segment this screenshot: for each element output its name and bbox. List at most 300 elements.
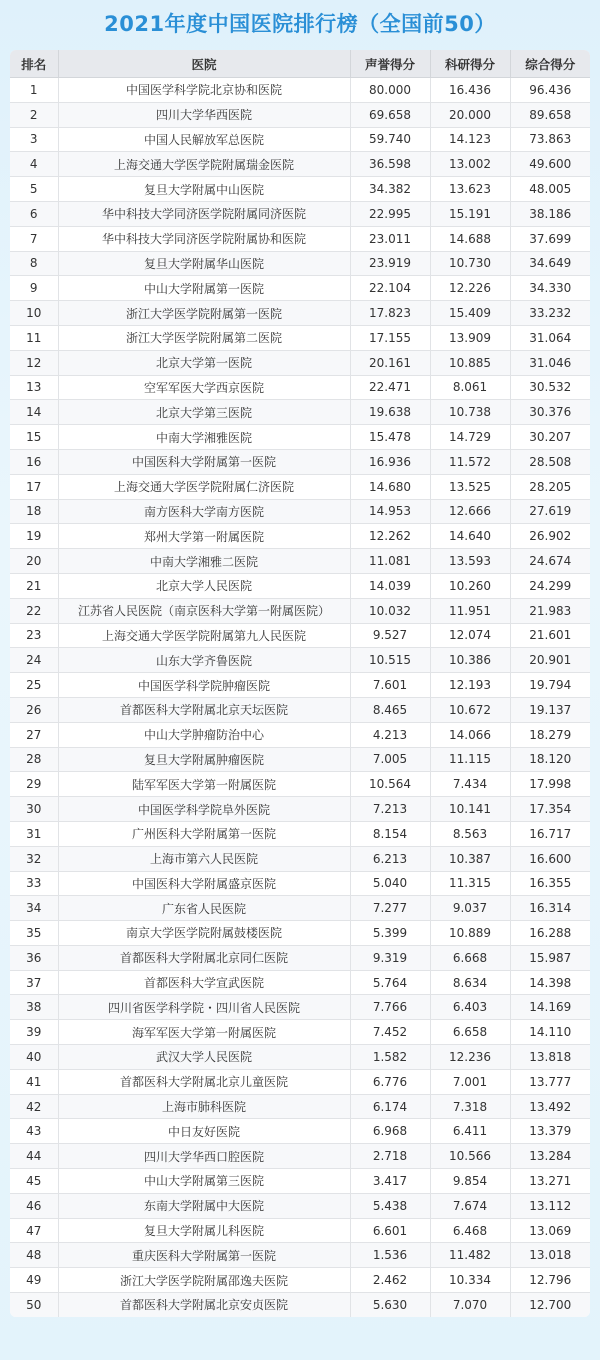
table-row bbox=[10, 425, 590, 450]
total-score-cell: 21.983 bbox=[510, 598, 590, 623]
research-score-cell: 7.001 bbox=[430, 1069, 510, 1094]
research-score-cell: 10.566 bbox=[430, 1144, 510, 1169]
rank-cell: 30 bbox=[10, 797, 58, 822]
total-score-cell: 33.232 bbox=[510, 301, 590, 326]
reputation-score-cell: 23.011 bbox=[350, 226, 430, 251]
rank-cell: 3 bbox=[10, 127, 58, 152]
hospital-name-cell: 复旦大学附属中山医院 bbox=[58, 177, 350, 202]
rank-cell: 45 bbox=[10, 1169, 58, 1194]
table-row bbox=[10, 474, 590, 499]
table-row bbox=[10, 276, 590, 301]
research-score-cell: 6.468 bbox=[430, 1218, 510, 1243]
research-score-cell: 12.666 bbox=[430, 499, 510, 524]
table-row bbox=[10, 524, 590, 549]
rank-cell: 36 bbox=[10, 945, 58, 970]
rank-cell: 35 bbox=[10, 921, 58, 946]
rank-cell: 37 bbox=[10, 970, 58, 995]
reputation-score-cell: 7.213 bbox=[350, 797, 430, 822]
reputation-score-cell: 2.718 bbox=[350, 1144, 430, 1169]
table-row bbox=[10, 673, 590, 698]
hospital-name-cell: 中南大学湘雅医院 bbox=[58, 425, 350, 450]
reputation-score-cell: 4.213 bbox=[350, 722, 430, 747]
hospital-name-cell: 浙江大学医学院附属邵逸夫医院 bbox=[58, 1268, 350, 1293]
total-score-cell: 26.902 bbox=[510, 524, 590, 549]
table-row bbox=[10, 797, 590, 822]
reputation-score-cell: 10.564 bbox=[350, 772, 430, 797]
total-score-cell: 31.064 bbox=[510, 325, 590, 350]
hospital-name-cell: 中南大学湘雅二医院 bbox=[58, 549, 350, 574]
rank-cell: 14 bbox=[10, 400, 58, 425]
header-row bbox=[10, 50, 590, 78]
table-row bbox=[10, 201, 590, 226]
rank-cell: 21 bbox=[10, 573, 58, 598]
reputation-score-cell: 14.680 bbox=[350, 474, 430, 499]
table-row bbox=[10, 821, 590, 846]
reputation-score-cell: 23.919 bbox=[350, 251, 430, 276]
hospital-name-cell: 广州医科大学附属第一医院 bbox=[58, 821, 350, 846]
hospital-name-cell: 空军军医大学西京医院 bbox=[58, 375, 350, 400]
total-score-cell: 13.069 bbox=[510, 1218, 590, 1243]
research-score-cell: 11.115 bbox=[430, 747, 510, 772]
hospital-name-cell: 中国医学科学院肿瘤医院 bbox=[58, 673, 350, 698]
rank-cell: 15 bbox=[10, 425, 58, 450]
rank-cell: 10 bbox=[10, 301, 58, 326]
rank-cell: 2 bbox=[10, 102, 58, 127]
research-score-cell: 7.318 bbox=[430, 1094, 510, 1119]
hospital-name-cell: 江苏省人民医院（南京医科大学第一附属医院） bbox=[58, 598, 350, 623]
hospital-name-cell: 上海市肺科医院 bbox=[58, 1094, 350, 1119]
rank-cell: 11 bbox=[10, 325, 58, 350]
total-score-cell: 49.600 bbox=[510, 152, 590, 177]
rank-cell: 41 bbox=[10, 1069, 58, 1094]
total-score-cell: 16.314 bbox=[510, 896, 590, 921]
total-score-cell: 13.379 bbox=[510, 1119, 590, 1144]
hospital-name-cell: 复旦大学附属肿瘤医院 bbox=[58, 747, 350, 772]
rank-cell: 17 bbox=[10, 474, 58, 499]
total-score-cell: 12.796 bbox=[510, 1268, 590, 1293]
total-score-cell: 34.330 bbox=[510, 276, 590, 301]
table-row bbox=[10, 871, 590, 896]
table-row bbox=[10, 152, 590, 177]
hospital-name-cell: 中国医学科学院北京协和医院 bbox=[58, 78, 350, 103]
hospital-name-cell: 东南大学附属中大医院 bbox=[58, 1193, 350, 1218]
hospital-name-cell: 中国医科大学附属盛京医院 bbox=[58, 871, 350, 896]
research-score-cell: 6.403 bbox=[430, 995, 510, 1020]
header-rank: 排名 bbox=[10, 50, 58, 78]
table-row bbox=[10, 549, 590, 574]
hospital-name-cell: 四川大学华西口腔医院 bbox=[58, 1144, 350, 1169]
reputation-score-cell: 22.471 bbox=[350, 375, 430, 400]
reputation-score-cell: 5.630 bbox=[350, 1293, 430, 1317]
total-score-cell: 48.005 bbox=[510, 177, 590, 202]
total-score-cell: 13.112 bbox=[510, 1193, 590, 1218]
hospital-name-cell: 华中科技大学同济医学院附属同济医院 bbox=[58, 201, 350, 226]
research-score-cell: 13.525 bbox=[430, 474, 510, 499]
reputation-score-cell: 11.081 bbox=[350, 549, 430, 574]
research-score-cell: 16.436 bbox=[430, 78, 510, 103]
reputation-score-cell: 59.740 bbox=[350, 127, 430, 152]
total-score-cell: 16.355 bbox=[510, 871, 590, 896]
table-row bbox=[10, 846, 590, 871]
table-row bbox=[10, 78, 590, 103]
reputation-score-cell: 22.104 bbox=[350, 276, 430, 301]
table-row bbox=[10, 1069, 590, 1094]
rank-cell: 9 bbox=[10, 276, 58, 301]
rank-cell: 8 bbox=[10, 251, 58, 276]
total-score-cell: 15.987 bbox=[510, 945, 590, 970]
total-score-cell: 89.658 bbox=[510, 102, 590, 127]
rank-cell: 48 bbox=[10, 1243, 58, 1268]
total-score-cell: 31.046 bbox=[510, 350, 590, 375]
reputation-score-cell: 1.536 bbox=[350, 1243, 430, 1268]
research-score-cell: 13.002 bbox=[430, 152, 510, 177]
table-row bbox=[10, 995, 590, 1020]
table-row bbox=[10, 127, 590, 152]
table-row bbox=[10, 499, 590, 524]
research-score-cell: 11.572 bbox=[430, 449, 510, 474]
rank-cell: 49 bbox=[10, 1268, 58, 1293]
research-score-cell: 14.640 bbox=[430, 524, 510, 549]
reputation-score-cell: 16.936 bbox=[350, 449, 430, 474]
hospital-name-cell: 上海市第六人民医院 bbox=[58, 846, 350, 871]
reputation-score-cell: 17.155 bbox=[350, 325, 430, 350]
research-score-cell: 12.193 bbox=[430, 673, 510, 698]
table-row bbox=[10, 747, 590, 772]
hospital-name-cell: 华中科技大学同济医学院附属协和医院 bbox=[58, 226, 350, 251]
research-score-cell: 11.951 bbox=[430, 598, 510, 623]
table-row bbox=[10, 623, 590, 648]
reputation-score-cell: 5.040 bbox=[350, 871, 430, 896]
total-score-cell: 30.376 bbox=[510, 400, 590, 425]
total-score-cell: 21.601 bbox=[510, 623, 590, 648]
research-score-cell: 6.411 bbox=[430, 1119, 510, 1144]
research-score-cell: 7.070 bbox=[430, 1293, 510, 1317]
research-score-cell: 10.885 bbox=[430, 350, 510, 375]
total-score-cell: 20.901 bbox=[510, 648, 590, 673]
rank-cell: 20 bbox=[10, 549, 58, 574]
total-score-cell: 13.271 bbox=[510, 1169, 590, 1194]
research-score-cell: 10.730 bbox=[430, 251, 510, 276]
research-score-cell: 7.434 bbox=[430, 772, 510, 797]
reputation-score-cell: 5.764 bbox=[350, 970, 430, 995]
reputation-score-cell: 3.417 bbox=[350, 1169, 430, 1194]
hospital-name-cell: 上海交通大学医学院附属瑞金医院 bbox=[58, 152, 350, 177]
reputation-score-cell: 36.598 bbox=[350, 152, 430, 177]
table-row bbox=[10, 970, 590, 995]
reputation-score-cell: 17.823 bbox=[350, 301, 430, 326]
total-score-cell: 13.492 bbox=[510, 1094, 590, 1119]
rank-cell: 39 bbox=[10, 1020, 58, 1045]
reputation-score-cell: 12.262 bbox=[350, 524, 430, 549]
total-score-cell: 24.674 bbox=[510, 549, 590, 574]
table-row bbox=[10, 945, 590, 970]
total-score-cell: 16.717 bbox=[510, 821, 590, 846]
header-research-score: 科研得分 bbox=[430, 50, 510, 78]
hospital-name-cell: 四川大学华西医院 bbox=[58, 102, 350, 127]
hospital-name-cell: 武汉大学人民医院 bbox=[58, 1045, 350, 1070]
hospital-name-cell: 复旦大学附属华山医院 bbox=[58, 251, 350, 276]
total-score-cell: 16.288 bbox=[510, 921, 590, 946]
research-score-cell: 6.658 bbox=[430, 1020, 510, 1045]
table-row bbox=[10, 375, 590, 400]
ranking-table-container bbox=[10, 50, 590, 1317]
table-row bbox=[10, 722, 590, 747]
hospital-name-cell: 北京大学第三医院 bbox=[58, 400, 350, 425]
total-score-cell: 30.207 bbox=[510, 425, 590, 450]
hospital-name-cell: 山东大学齐鲁医院 bbox=[58, 648, 350, 673]
total-score-cell: 13.018 bbox=[510, 1243, 590, 1268]
reputation-score-cell: 5.399 bbox=[350, 921, 430, 946]
header-reputation-score: 声誉得分 bbox=[350, 50, 430, 78]
total-score-cell: 13.818 bbox=[510, 1045, 590, 1070]
table-row bbox=[10, 1268, 590, 1293]
reputation-score-cell: 15.478 bbox=[350, 425, 430, 450]
table-row bbox=[10, 1119, 590, 1144]
total-score-cell: 96.436 bbox=[510, 78, 590, 103]
table-row bbox=[10, 921, 590, 946]
research-score-cell: 7.674 bbox=[430, 1193, 510, 1218]
research-score-cell: 12.226 bbox=[430, 276, 510, 301]
reputation-score-cell: 7.766 bbox=[350, 995, 430, 1020]
total-score-cell: 34.649 bbox=[510, 251, 590, 276]
hospital-name-cell: 中日友好医院 bbox=[58, 1119, 350, 1144]
reputation-score-cell: 14.953 bbox=[350, 499, 430, 524]
hospital-name-cell: 陆军军医大学第一附属医院 bbox=[58, 772, 350, 797]
reputation-score-cell: 6.601 bbox=[350, 1218, 430, 1243]
total-score-cell: 14.398 bbox=[510, 970, 590, 995]
rank-cell: 16 bbox=[10, 449, 58, 474]
hospital-name-cell: 广东省人民医院 bbox=[58, 896, 350, 921]
total-score-cell: 37.699 bbox=[510, 226, 590, 251]
hospital-name-cell: 郑州大学第一附属医院 bbox=[58, 524, 350, 549]
rank-cell: 46 bbox=[10, 1193, 58, 1218]
table-row bbox=[10, 1144, 590, 1169]
total-score-cell: 14.110 bbox=[510, 1020, 590, 1045]
research-score-cell: 8.061 bbox=[430, 375, 510, 400]
research-score-cell: 10.738 bbox=[430, 400, 510, 425]
hospital-name-cell: 重庆医科大学附属第一医院 bbox=[58, 1243, 350, 1268]
table-row bbox=[10, 1193, 590, 1218]
reputation-score-cell: 10.515 bbox=[350, 648, 430, 673]
reputation-score-cell: 7.452 bbox=[350, 1020, 430, 1045]
table-row bbox=[10, 1020, 590, 1045]
hospital-name-cell: 中山大学附属第一医院 bbox=[58, 276, 350, 301]
rank-cell: 33 bbox=[10, 871, 58, 896]
reputation-score-cell: 80.000 bbox=[350, 78, 430, 103]
ranking-table bbox=[10, 50, 590, 1317]
reputation-score-cell: 6.776 bbox=[350, 1069, 430, 1094]
hospital-name-cell: 首都医科大学附属北京同仁医院 bbox=[58, 945, 350, 970]
table-row bbox=[10, 598, 590, 623]
hospital-name-cell: 首都医科大学附属北京儿童医院 bbox=[58, 1069, 350, 1094]
research-score-cell: 13.593 bbox=[430, 549, 510, 574]
research-score-cell: 10.260 bbox=[430, 573, 510, 598]
research-score-cell: 9.854 bbox=[430, 1169, 510, 1194]
rank-cell: 25 bbox=[10, 673, 58, 698]
total-score-cell: 18.279 bbox=[510, 722, 590, 747]
hospital-name-cell: 复旦大学附属儿科医院 bbox=[58, 1218, 350, 1243]
research-score-cell: 10.334 bbox=[430, 1268, 510, 1293]
table-row bbox=[10, 325, 590, 350]
reputation-score-cell: 9.319 bbox=[350, 945, 430, 970]
rank-cell: 32 bbox=[10, 846, 58, 871]
rank-cell: 29 bbox=[10, 772, 58, 797]
reputation-score-cell: 8.465 bbox=[350, 697, 430, 722]
reputation-score-cell: 69.658 bbox=[350, 102, 430, 127]
research-score-cell: 10.386 bbox=[430, 648, 510, 673]
reputation-score-cell: 34.382 bbox=[350, 177, 430, 202]
research-score-cell: 12.074 bbox=[430, 623, 510, 648]
research-score-cell: 9.037 bbox=[430, 896, 510, 921]
table-row bbox=[10, 1218, 590, 1243]
hospital-name-cell: 海军军医大学第一附属医院 bbox=[58, 1020, 350, 1045]
total-score-cell: 24.299 bbox=[510, 573, 590, 598]
hospital-name-cell: 浙江大学医学院附属第一医院 bbox=[58, 301, 350, 326]
research-score-cell: 10.141 bbox=[430, 797, 510, 822]
rank-cell: 12 bbox=[10, 350, 58, 375]
hospital-name-cell: 中山大学肿瘤防治中心 bbox=[58, 722, 350, 747]
table-row bbox=[10, 177, 590, 202]
reputation-score-cell: 14.039 bbox=[350, 573, 430, 598]
research-score-cell: 6.668 bbox=[430, 945, 510, 970]
reputation-score-cell: 6.174 bbox=[350, 1094, 430, 1119]
rank-cell: 6 bbox=[10, 201, 58, 226]
hospital-name-cell: 上海交通大学医学院附属第九人民医院 bbox=[58, 623, 350, 648]
hospital-name-cell: 北京大学人民医院 bbox=[58, 573, 350, 598]
reputation-score-cell: 19.638 bbox=[350, 400, 430, 425]
table-row bbox=[10, 350, 590, 375]
rank-cell: 13 bbox=[10, 375, 58, 400]
table-row bbox=[10, 896, 590, 921]
total-score-cell: 13.777 bbox=[510, 1069, 590, 1094]
total-score-cell: 17.998 bbox=[510, 772, 590, 797]
research-score-cell: 12.236 bbox=[430, 1045, 510, 1070]
hospital-name-cell: 北京大学第一医院 bbox=[58, 350, 350, 375]
hospital-name-cell: 首都医科大学附属北京天坛医院 bbox=[58, 697, 350, 722]
table-body bbox=[10, 78, 590, 1317]
reputation-score-cell: 7.005 bbox=[350, 747, 430, 772]
reputation-score-cell: 6.968 bbox=[350, 1119, 430, 1144]
rank-cell: 50 bbox=[10, 1293, 58, 1317]
total-score-cell: 19.137 bbox=[510, 697, 590, 722]
hospital-name-cell: 首都医科大学宣武医院 bbox=[58, 970, 350, 995]
table-row bbox=[10, 102, 590, 127]
total-score-cell: 18.120 bbox=[510, 747, 590, 772]
table-row bbox=[10, 1243, 590, 1268]
table-row bbox=[10, 648, 590, 673]
total-score-cell: 12.700 bbox=[510, 1293, 590, 1317]
rank-cell: 18 bbox=[10, 499, 58, 524]
total-score-cell: 28.508 bbox=[510, 449, 590, 474]
page-title: 2021年度中国医院排行榜（全国前50） bbox=[104, 12, 496, 36]
reputation-score-cell: 7.277 bbox=[350, 896, 430, 921]
rank-cell: 40 bbox=[10, 1045, 58, 1070]
rank-cell: 5 bbox=[10, 177, 58, 202]
rank-cell: 7 bbox=[10, 226, 58, 251]
total-score-cell: 16.600 bbox=[510, 846, 590, 871]
reputation-score-cell: 10.032 bbox=[350, 598, 430, 623]
total-score-cell: 14.169 bbox=[510, 995, 590, 1020]
total-score-cell: 19.794 bbox=[510, 673, 590, 698]
table-row bbox=[10, 772, 590, 797]
hospital-name-cell: 四川省医学科学院・四川省人民医院 bbox=[58, 995, 350, 1020]
research-score-cell: 8.563 bbox=[430, 821, 510, 846]
reputation-score-cell: 8.154 bbox=[350, 821, 430, 846]
research-score-cell: 10.387 bbox=[430, 846, 510, 871]
research-score-cell: 15.191 bbox=[430, 201, 510, 226]
hospital-name-cell: 浙江大学医学院附属第二医院 bbox=[58, 325, 350, 350]
reputation-score-cell: 5.438 bbox=[350, 1193, 430, 1218]
rank-cell: 44 bbox=[10, 1144, 58, 1169]
table-row bbox=[10, 573, 590, 598]
hospital-name-cell: 南京大学医学院附属鼓楼医院 bbox=[58, 921, 350, 946]
reputation-score-cell: 22.995 bbox=[350, 201, 430, 226]
rank-cell: 42 bbox=[10, 1094, 58, 1119]
rank-cell: 26 bbox=[10, 697, 58, 722]
research-score-cell: 11.315 bbox=[430, 871, 510, 896]
total-score-cell: 38.186 bbox=[510, 201, 590, 226]
rank-cell: 23 bbox=[10, 623, 58, 648]
hospital-name-cell: 中国人民解放军总医院 bbox=[58, 127, 350, 152]
hospital-name-cell: 南方医科大学南方医院 bbox=[58, 499, 350, 524]
table-row bbox=[10, 400, 590, 425]
rank-cell: 27 bbox=[10, 722, 58, 747]
rank-cell: 47 bbox=[10, 1218, 58, 1243]
table-row bbox=[10, 449, 590, 474]
rank-cell: 22 bbox=[10, 598, 58, 623]
hospital-name-cell: 首都医科大学附属北京安贞医院 bbox=[58, 1293, 350, 1317]
rank-cell: 38 bbox=[10, 995, 58, 1020]
total-score-cell: 13.284 bbox=[510, 1144, 590, 1169]
reputation-score-cell: 2.462 bbox=[350, 1268, 430, 1293]
table-row bbox=[10, 251, 590, 276]
rank-cell: 34 bbox=[10, 896, 58, 921]
table-row bbox=[10, 1045, 590, 1070]
rank-cell: 1 bbox=[10, 78, 58, 103]
reputation-score-cell: 1.582 bbox=[350, 1045, 430, 1070]
research-score-cell: 10.889 bbox=[430, 921, 510, 946]
hospital-name-cell: 上海交通大学医学院附属仁济医院 bbox=[58, 474, 350, 499]
research-score-cell: 13.909 bbox=[430, 325, 510, 350]
header-hospital: 医院 bbox=[58, 50, 350, 78]
table-row bbox=[10, 1094, 590, 1119]
rank-cell: 31 bbox=[10, 821, 58, 846]
total-score-cell: 27.619 bbox=[510, 499, 590, 524]
total-score-cell: 17.354 bbox=[510, 797, 590, 822]
research-score-cell: 15.409 bbox=[430, 301, 510, 326]
hospital-name-cell: 中国医学科学院阜外医院 bbox=[58, 797, 350, 822]
rank-cell: 24 bbox=[10, 648, 58, 673]
total-score-cell: 28.205 bbox=[510, 474, 590, 499]
research-score-cell: 20.000 bbox=[430, 102, 510, 127]
research-score-cell: 13.623 bbox=[430, 177, 510, 202]
research-score-cell: 14.123 bbox=[430, 127, 510, 152]
research-score-cell: 14.066 bbox=[430, 722, 510, 747]
research-score-cell: 14.688 bbox=[430, 226, 510, 251]
hospital-name-cell: 中山大学附属第三医院 bbox=[58, 1169, 350, 1194]
research-score-cell: 14.729 bbox=[430, 425, 510, 450]
reputation-score-cell: 20.161 bbox=[350, 350, 430, 375]
rank-cell: 43 bbox=[10, 1119, 58, 1144]
research-score-cell: 10.672 bbox=[430, 697, 510, 722]
research-score-cell: 8.634 bbox=[430, 970, 510, 995]
hospital-name-cell: 中国医科大学附属第一医院 bbox=[58, 449, 350, 474]
rank-cell: 4 bbox=[10, 152, 58, 177]
table-row bbox=[10, 1169, 590, 1194]
table-header bbox=[10, 50, 590, 78]
total-score-cell: 30.532 bbox=[510, 375, 590, 400]
table-row bbox=[10, 1293, 590, 1317]
